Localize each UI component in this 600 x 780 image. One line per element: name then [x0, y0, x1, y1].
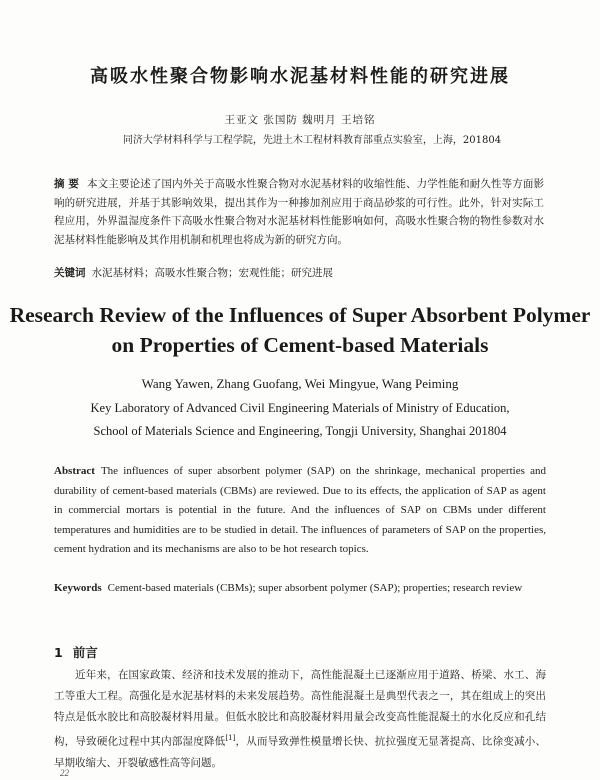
chinese-abstract: [54, 175, 544, 249]
english-abstract-label: Abstract: [54, 465, 95, 477]
chinese-affiliation: 同济大学材料科学与工程学院，先进土木工程材料教育部重点实验室，上海，201804: [122, 135, 502, 146]
english-authors: Wang Yawen, Zhang Guofang, Wei Mingyue, Wang Peiming: [141, 376, 459, 391]
chinese-keywords-text: 水泥基材料；高吸水性聚合物；宏观性能；研究进展: [91, 267, 333, 279]
chinese-abstract-text: 本文主要论述了国内外关于高吸水性聚合物对水泥基材料的收缩性能、力学性能和耐久性等方面影响的研究进展，并基于其影响效果，提出其作为一种掺加剂应用于商品砂浆的可行性。此外，针对实际工程应用，外界温湿度条件下高吸水性聚合物对水泥基材料性能影响如何，高吸水性聚合物的物性参数对水泥基材料性能影响及其作用机制和机理也将成为新的研究方向。: [54, 178, 544, 246]
chinese-keywords: [54, 265, 544, 280]
english-title: Research Review of the Influences of Super Absorbent Polymer on Properties of Cement-based Materials: [9, 303, 591, 357]
english-keywords-label: Keywords: [54, 582, 102, 594]
chinese-abstract-label: 摘 要: [54, 178, 80, 190]
reference-marker[interactable]: [1]: [225, 734, 236, 742]
english-abstract: [54, 462, 546, 560]
english-affiliation-line-1: Key Laboratory of Advanced Civil Engineering Materials of Ministry of Education,: [90, 401, 510, 415]
section-title: 前言: [72, 645, 98, 660]
section-number: 1: [54, 645, 63, 660]
chinese-title: 高吸水性聚合物影响水泥基材料性能的研究进展: [90, 66, 510, 87]
body-text-part-1: 近年来，在国家政策、经济和技术发展的推动下，高性能混凝土已逐渐应用于道路、桥梁、水工、海工等重大工程。高强化是水泥基材料的未来发展趋势。高性能混凝土是典型代表之一，其在组成上的突出特点是低水胶比和高胶凝材料用量。但低水胶比和高胶凝材料用量会改变高性能混凝土的水化反应和孔结构，导致硬化过程中其内部湿度降低: [54, 669, 546, 748]
section-heading: [54, 643, 98, 661]
chinese-authors: 王亚文 张国防 魏明月 王培铭: [224, 114, 376, 126]
section-body: [54, 665, 546, 774]
english-keywords: [54, 579, 546, 599]
english-keywords-text: Cement-based materials (CBMs); super absorbent polymer (SAP); properties; research review: [107, 582, 523, 594]
chinese-keywords-label: 关键词: [54, 267, 86, 279]
english-abstract-text: The influences of super absorbent polymer (SAP) on the shrinkage, mechanical properties and durability of cement-based materials (CBMs) are reviewed. Due to its effects, the application of SAP as agent in commercial mortars is potential in the future. And the influences of SAP on CBMs under different temperatures and humidities are to be studied in detail. The influences of parameters of SAP on the properties, cement hydration and its mechanisms are also to be hot research topics.: [54, 465, 546, 555]
page-number: 22: [60, 768, 69, 778]
english-affiliation: [0, 397, 600, 443]
body-text-part-2: ，从而导致弹性模量增长快、抗拉强度无显著提高、比徐变减小、早期收缩大、开裂敏感性高等问题。: [54, 735, 546, 769]
english-affiliation-line-2: School of Materials Science and Engineering, Tongji University, Shanghai 201804: [93, 424, 507, 438]
